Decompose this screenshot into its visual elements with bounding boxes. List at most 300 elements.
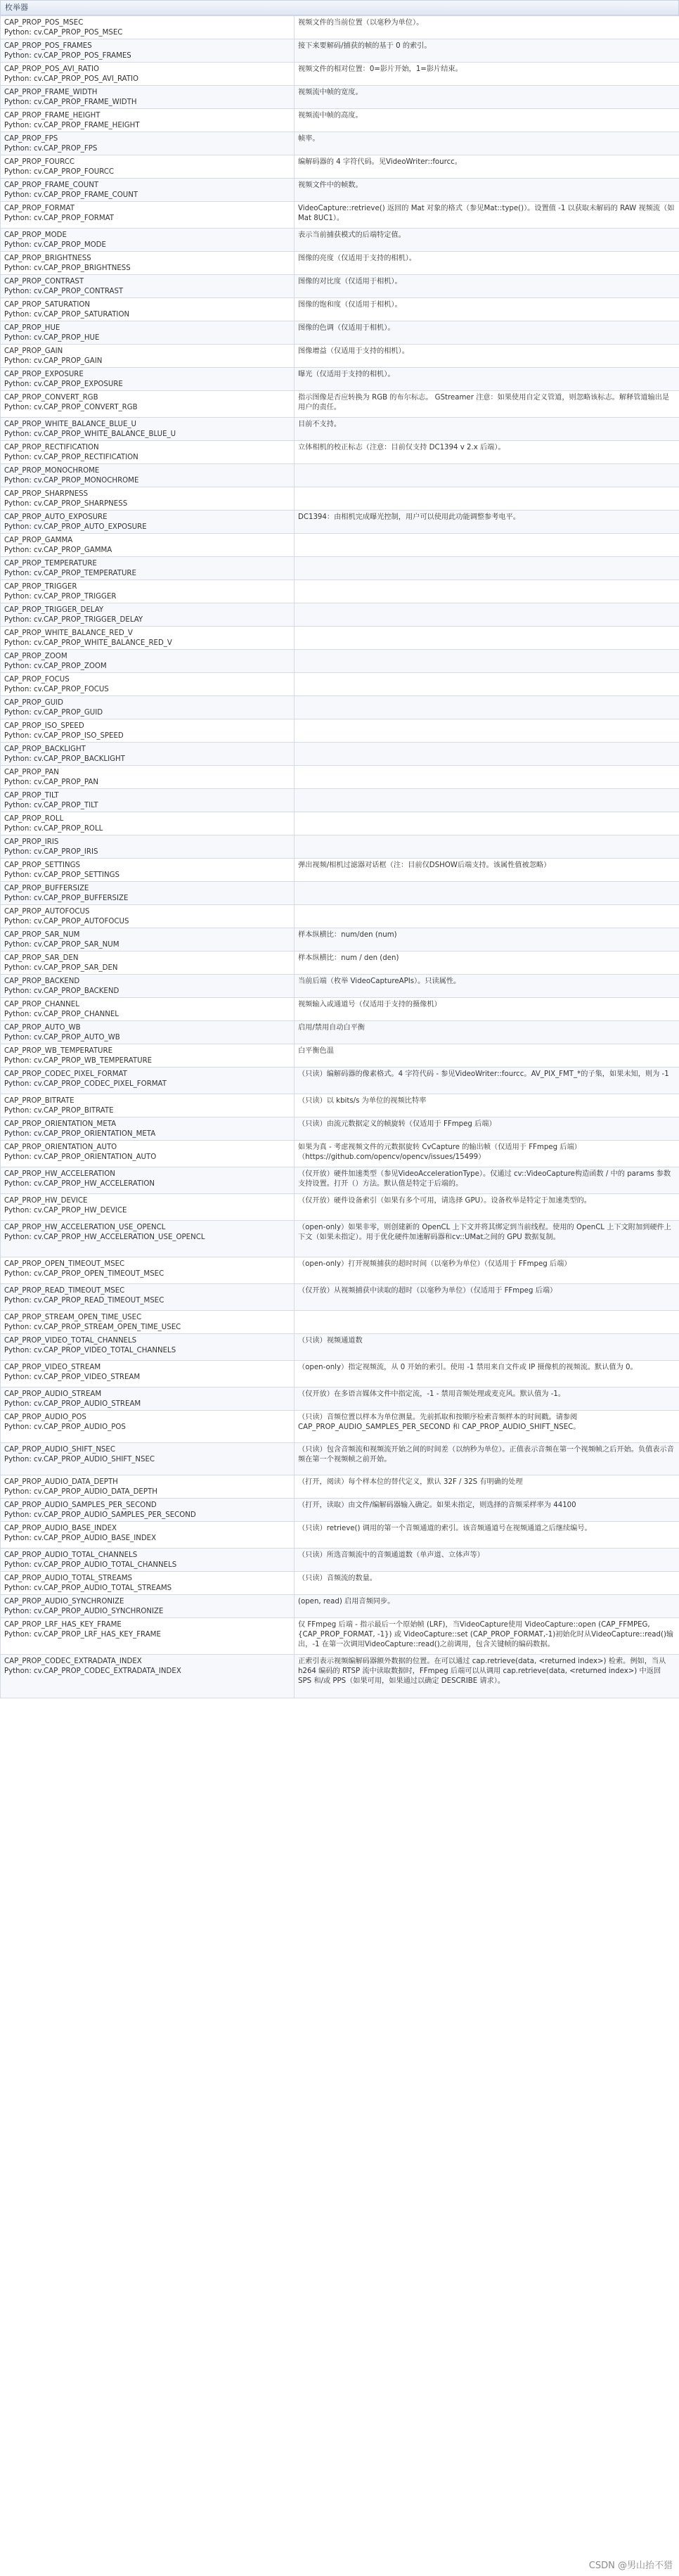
- cpp-constant: CAP_PROP_POS_AVI_RATIO: [4, 65, 99, 73]
- property-name-cell: [1, 859, 295, 882]
- property-name-cell: [1, 1044, 295, 1068]
- cpp-constant: CAP_PROP_AUTO_EXPOSURE: [4, 513, 108, 521]
- property-description: （打开，阅读）每个样本位的替代定义，默认 32F / 32S 有明确的处理: [295, 1475, 679, 1499]
- property-name-cell: [1, 511, 295, 534]
- table-row: [1, 1499, 679, 1522]
- property-name-cell: [1, 132, 295, 155]
- table-row: [1, 719, 679, 743]
- python-constant: Python: cv.CAP_PROP_EXPOSURE: [4, 380, 123, 388]
- python-constant: Python: cv.CAP_PROP_AUDIO_STREAM: [4, 1400, 141, 1408]
- property-description: 样本纵横比：num/den (num): [295, 928, 679, 951]
- table-row: [1, 1572, 679, 1595]
- table-row: [1, 1618, 679, 1655]
- python-constant: Python: cv.CAP_PROP_WB_TEMPERATURE: [4, 1057, 153, 1065]
- property-name-cell: [1, 1475, 295, 1499]
- python-constant: Python: cv.CAP_PROP_CONVERT_RGB: [4, 404, 138, 411]
- table-row: [1, 603, 679, 627]
- property-description: 视频文件的当前位置（以毫秒为单位）。: [295, 16, 679, 39]
- property-description: （只读）retrieve() 调用的第一个音频通道的索引。该音频通道号在视频通道之后继续编号。: [295, 1522, 679, 1549]
- property-description: 接下来要解码/捕获的帧的基于 0 的索引。: [295, 39, 679, 63]
- cpp-constant: CAP_PROP_ORIENTATION_META: [4, 1120, 117, 1128]
- table-row: [1, 275, 679, 298]
- cpp-constant: CAP_PROP_AUTO_WB: [4, 1024, 81, 1032]
- python-constant: Python: cv.CAP_PROP_SHARPNESS: [4, 500, 128, 508]
- cpp-constant: CAP_PROP_BRIGHTNESS: [4, 255, 91, 262]
- table-row: [1, 673, 679, 696]
- table-row: [1, 86, 679, 109]
- property-name-cell: [1, 1361, 295, 1388]
- property-name-cell: [1, 63, 295, 86]
- python-constant: Python: cv.CAP_PROP_VIDEO_STREAM: [4, 1373, 141, 1381]
- python-constant: Python: cv.CAP_PROP_GAMMA: [4, 546, 112, 554]
- table-row: [1, 441, 679, 464]
- property-name-cell: [1, 1094, 295, 1117]
- python-constant: Python: cv.CAP_PROP_AUDIO_BASE_INDEX: [4, 1534, 157, 1542]
- property-description: [295, 835, 679, 859]
- property-name-cell: [1, 928, 295, 951]
- video-capture-properties-table: [0, 15, 679, 1698]
- python-constant: Python: cv.CAP_PROP_CODEC_PIXEL_FORMAT: [4, 1080, 167, 1088]
- table-row: [1, 975, 679, 998]
- property-description: 图像的饱和度（仅适用于相机）。: [295, 298, 679, 321]
- property-name-cell: [1, 39, 295, 63]
- table-row: [1, 743, 679, 766]
- property-name-cell: [1, 1021, 295, 1044]
- property-name-cell: [1, 905, 295, 928]
- property-description: 表示当前捕获模式的后端特定值。: [295, 229, 679, 252]
- table-row: [1, 905, 679, 928]
- cpp-constant: CAP_PROP_GUID: [4, 699, 63, 707]
- table-row: [1, 63, 679, 86]
- property-description: 编解码器的 4 字符代码。见VideoWriter::fourcc。: [295, 155, 679, 179]
- cpp-constant: CAP_PROP_AUDIO_STREAM: [4, 1390, 102, 1398]
- python-constant: Python: cv.CAP_PROP_LRF_HAS_KEY_FRAME: [4, 1631, 161, 1639]
- property-name-cell: [1, 1618, 295, 1655]
- property-description: 视频流中帧的高度。: [295, 109, 679, 132]
- property-description: （打开，读取）由文件/编解码器输入确定。如果未指定，则选择的音频采样率为 44100: [295, 1499, 679, 1522]
- cpp-constant: CAP_PROP_FORMAT: [4, 205, 75, 212]
- python-constant: Python: cv.CAP_PROP_WHITE_BALANCE_BLUE_U: [4, 430, 176, 438]
- python-constant: Python: cv.CAP_PROP_BACKEND: [4, 987, 119, 995]
- cpp-constant: CAP_PROP_HUE: [4, 324, 60, 332]
- python-constant: Python: cv.CAP_PROP_BACKLIGHT: [4, 755, 125, 763]
- property-name-cell: [1, 1167, 295, 1194]
- table-row: [1, 298, 679, 321]
- python-constant: Python: cv.CAP_PROP_POS_MSEC: [4, 29, 123, 37]
- python-constant: Python: cv.CAP_PROP_HW_ACCELERATION: [4, 1180, 155, 1188]
- python-constant: Python: cv.CAP_PROP_STREAM_OPEN_TIME_USEC: [4, 1324, 181, 1331]
- python-constant: Python: cv.CAP_PROP_AUTO_EXPOSURE: [4, 523, 147, 531]
- property-description: [295, 766, 679, 789]
- table-row: [1, 1411, 679, 1443]
- property-name-cell: [1, 1655, 295, 1698]
- property-description: 图像的对比度（仅适用于相机）。: [295, 275, 679, 298]
- property-description: 目前不支持。: [295, 418, 679, 441]
- property-description: （仅开放）在多语言媒体文件中指定流，-1 - 禁用音频处理或麦克风。默认值为 -1。: [295, 1388, 679, 1411]
- table-row: [1, 321, 679, 345]
- property-description: 图像的亮度（仅适用于支持的相机）。: [295, 252, 679, 275]
- property-name-cell: [1, 345, 295, 368]
- python-constant: Python: cv.CAP_PROP_VIDEO_TOTAL_CHANNELS: [4, 1347, 176, 1354]
- table-row: [1, 627, 679, 650]
- property-name-cell: [1, 1257, 295, 1284]
- property-description: 如果为真 - 考虑视频文件的元数据旋转 CvCapture 的输出帧（仅适用于 FFmpeg 后端）（https://github.com/opencv/opencv/issues/15499）: [295, 1141, 679, 1167]
- cpp-constant: CAP_PROP_IRIS: [4, 838, 59, 846]
- cpp-constant: CAP_PROP_AUDIO_POS: [4, 1414, 86, 1421]
- table-row: [1, 1311, 679, 1334]
- cpp-constant: CAP_PROP_VIDEO_STREAM: [4, 1364, 101, 1371]
- table-row: [1, 1141, 679, 1167]
- python-constant: Python: cv.CAP_PROP_AUTO_WB: [4, 1034, 120, 1042]
- property-description: [295, 487, 679, 511]
- property-description: [295, 534, 679, 557]
- python-constant: Python: cv.CAP_PROP_GUID: [4, 709, 103, 717]
- table-row: [1, 252, 679, 275]
- cpp-constant: CAP_PROP_GAMMA: [4, 537, 73, 544]
- table-row: [1, 1068, 679, 1094]
- python-constant: Python: cv.CAP_PROP_SAR_DEN: [4, 964, 118, 972]
- table-row: [1, 1167, 679, 1194]
- python-constant: Python: cv.CAP_PROP_FOCUS: [4, 686, 109, 693]
- property-description: （只读）音频流的数量。: [295, 1572, 679, 1595]
- property-name-cell: [1, 179, 295, 202]
- python-constant: Python: cv.CAP_PROP_CHANNEL: [4, 1011, 119, 1018]
- cpp-constant: CAP_PROP_TEMPERATURE: [4, 560, 97, 568]
- cpp-constant: CAP_PROP_CODEC_EXTRADATA_INDEX: [4, 1658, 142, 1665]
- property-name-cell: [1, 321, 295, 345]
- cpp-constant: CAP_PROP_SAR_DEN: [4, 954, 79, 962]
- property-name-cell: [1, 743, 295, 766]
- python-constant: Python: cv.CAP_PROP_TRIGGER_DELAY: [4, 616, 143, 624]
- python-constant: Python: cv.CAP_PROP_AUDIO_SYNCHRONIZE: [4, 1608, 164, 1615]
- property-name-cell: [1, 1334, 295, 1361]
- property-description: [295, 882, 679, 905]
- cpp-constant: CAP_PROP_TILT: [4, 792, 59, 800]
- property-name-cell: [1, 580, 295, 603]
- property-description: （只读）由流元数据定义的帧旋转（仅适用于 FFmpeg 后端）: [295, 1117, 679, 1141]
- python-constant: Python: cv.CAP_PROP_TEMPERATURE: [4, 570, 136, 577]
- property-description: 指示图像是否应转换为 RGB 的布尔标志。 GStreamer 注意：如果使用自定义管道，则忽略该标志。解释管道输出是用户的责任。: [295, 391, 679, 418]
- cpp-constant: CAP_PROP_AUDIO_TOTAL_STREAMS: [4, 1575, 133, 1582]
- property-name-cell: [1, 202, 295, 229]
- cpp-constant: CAP_PROP_HW_ACCELERATION_USE_OPENCL: [4, 1224, 166, 1231]
- property-description: （只读）所选音频流中的音频通道数（单声道、立体声等）: [295, 1549, 679, 1572]
- python-constant: Python: cv.CAP_PROP_ISO_SPEED: [4, 732, 124, 740]
- table-row: [1, 812, 679, 835]
- property-name-cell: [1, 766, 295, 789]
- property-description: （只读）编解码器的像素格式。4 字符代码 - 参见VideoWriter::fourcc。AV_PIX_FMT_*的子集，如果未知，则为 -1: [295, 1068, 679, 1094]
- table-row: [1, 1522, 679, 1549]
- table-row: [1, 132, 679, 155]
- table-row: [1, 1094, 679, 1117]
- table-row: [1, 696, 679, 719]
- property-name-cell: [1, 418, 295, 441]
- table-row: [1, 766, 679, 789]
- table-row: [1, 391, 679, 418]
- cpp-constant: CAP_PROP_EXPOSURE: [4, 371, 84, 378]
- property-name-cell: [1, 650, 295, 673]
- python-constant: Python: cv.CAP_PROP_PAN: [4, 778, 98, 786]
- cpp-constant: CAP_PROP_TRIGGER_DELAY: [4, 606, 104, 614]
- python-constant: Python: cv.CAP_PROP_SAR_NUM: [4, 941, 119, 949]
- property-name-cell: [1, 1388, 295, 1411]
- property-name-cell: [1, 1499, 295, 1522]
- cpp-constant: CAP_PROP_PAN: [4, 769, 59, 776]
- property-description: 图像增益（仅适用于支持的相机）。: [295, 345, 679, 368]
- property-description: （open-only）如果非零，则创建新的 OpenCL 上下文并将其绑定到当前线程。使用的 OpenCL 上下文附加到硬件上下文（如果未指定）。用于优化硬件加速解码器和cv::UMat之间的 GPU 数据复制。: [295, 1221, 679, 1257]
- property-name-cell: [1, 882, 295, 905]
- property-name-cell: [1, 1194, 295, 1221]
- cpp-constant: CAP_PROP_SAR_NUM: [4, 931, 80, 939]
- cpp-constant: CAP_PROP_AUDIO_SHIFT_NSEC: [4, 1446, 115, 1454]
- cpp-constant: CAP_PROP_SHARPNESS: [4, 490, 89, 498]
- python-constant: Python: cv.CAP_PROP_AUTOFOCUS: [4, 918, 129, 925]
- property-description: 当前后端（枚举 VideoCaptureAPIs）。只读属性。: [295, 975, 679, 998]
- table-row: [1, 928, 679, 951]
- table-row: [1, 951, 679, 975]
- property-name-cell: [1, 1443, 295, 1475]
- property-name-cell: [1, 1411, 295, 1443]
- python-constant: Python: cv.CAP_PROP_FRAME_COUNT: [4, 191, 138, 199]
- property-description: 帧率。: [295, 132, 679, 155]
- cpp-constant: CAP_PROP_FPS: [4, 135, 58, 143]
- table-row: [1, 368, 679, 391]
- property-name-cell: [1, 975, 295, 998]
- property-description: [295, 743, 679, 766]
- table-row: [1, 1443, 679, 1475]
- cpp-constant: CAP_PROP_LRF_HAS_KEY_FRAME: [4, 1621, 122, 1629]
- cpp-constant: CAP_PROP_TRIGGER: [4, 583, 77, 591]
- property-description: （open-only）指定视频流，从 0 开始的索引。使用 -1 禁用来自文件或 IP 摄像机的视频流。默认值为 0。: [295, 1361, 679, 1388]
- property-description: 视频输入或通道号（仅适用于支持的摄像机）: [295, 998, 679, 1021]
- python-constant: Python: cv.CAP_PROP_AUDIO_SAMPLES_PER_SECOND: [4, 1511, 196, 1519]
- property-name-cell: [1, 951, 295, 975]
- cpp-constant: CAP_PROP_CODEC_PIXEL_FORMAT: [4, 1070, 127, 1078]
- cpp-constant: CAP_PROP_HW_ACCELERATION: [4, 1170, 115, 1178]
- cpp-constant: CAP_PROP_ROLL: [4, 815, 64, 823]
- python-constant: Python: cv.CAP_PROP_TILT: [4, 802, 98, 809]
- property-name-cell: [1, 487, 295, 511]
- property-description: （只读）音频位置以样本为单位测量。先前抓取和按顺序检索音频样本的时间戳。请参阅 CAP_PROP_AUDIO_SAMPLES_PER_SECOND 和 CAP_PROP_AUDIO_SHIFT_NSEC。: [295, 1411, 679, 1443]
- property-name-cell: [1, 835, 295, 859]
- table-row: [1, 1194, 679, 1221]
- property-description: [295, 650, 679, 673]
- table-row: [1, 859, 679, 882]
- table-row: [1, 202, 679, 229]
- property-name-cell: [1, 673, 295, 696]
- property-name-cell: [1, 603, 295, 627]
- property-description: （open-only）打开视频捕获的超时时间（以毫秒为单位）（仅适用于 FFmpeg 后端）: [295, 1257, 679, 1284]
- table-row: [1, 229, 679, 252]
- property-name-cell: [1, 812, 295, 835]
- property-name-cell: [1, 16, 295, 39]
- property-description: [295, 557, 679, 580]
- table-row: [1, 155, 679, 179]
- property-name-cell: [1, 696, 295, 719]
- property-name-cell: [1, 464, 295, 487]
- python-constant: Python: cv.CAP_PROP_TRIGGER: [4, 593, 117, 601]
- property-name-cell: [1, 391, 295, 418]
- property-description: 启用/禁用自动白平衡: [295, 1021, 679, 1044]
- python-constant: Python: cv.CAP_PROP_ZOOM: [4, 662, 107, 670]
- cpp-constant: CAP_PROP_WHITE_BALANCE_BLUE_U: [4, 421, 136, 428]
- cpp-constant: CAP_PROP_ORIENTATION_AUTO: [4, 1143, 117, 1151]
- property-description: [295, 789, 679, 812]
- python-constant: Python: cv.CAP_PROP_CONTRAST: [4, 288, 124, 295]
- property-description: (open, read) 启用音频同步。: [295, 1595, 679, 1618]
- table-row: [1, 789, 679, 812]
- cpp-constant: CAP_PROP_BUFFERSIZE: [4, 885, 89, 892]
- property-description: [295, 696, 679, 719]
- table-row: [1, 1655, 679, 1698]
- property-name-cell: [1, 229, 295, 252]
- cpp-constant: CAP_PROP_FOCUS: [4, 676, 70, 684]
- table-row: [1, 1595, 679, 1618]
- cpp-constant: CAP_PROP_BACKLIGHT: [4, 745, 86, 753]
- property-name-cell: [1, 1221, 295, 1257]
- property-description: 立体相机的校正标志（注意：目前仅支持 DC1394 v 2.x 后端）。: [295, 441, 679, 464]
- table-row: [1, 1388, 679, 1411]
- property-name-cell: [1, 1311, 295, 1334]
- property-description: [295, 905, 679, 928]
- property-description: [295, 464, 679, 487]
- python-constant: Python: cv.CAP_PROP_MONOCHROME: [4, 477, 139, 485]
- cpp-constant: CAP_PROP_AUDIO_BASE_INDEX: [4, 1525, 117, 1532]
- cpp-constant: CAP_PROP_SATURATION: [4, 301, 91, 309]
- property-name-cell: [1, 719, 295, 743]
- cpp-constant: CAP_PROP_AUDIO_SAMPLES_PER_SECOND: [4, 1501, 157, 1509]
- property-description: 曝光（仅适用于支持的相机）。: [295, 368, 679, 391]
- python-constant: Python: cv.CAP_PROP_AUDIO_SHIFT_NSEC: [4, 1456, 155, 1463]
- cpp-constant: CAP_PROP_BACKEND: [4, 978, 80, 985]
- python-constant: Python: cv.CAP_PROP_RECTIFICATION: [4, 454, 138, 461]
- python-constant: Python: cv.CAP_PROP_FORMAT: [4, 214, 115, 222]
- property-description: （仅开放）硬件加速类型（参见VideoAccelerationType）。仅通过 cv::VideoCapture构造函数 / 中的 params 参数支持设置。打开（）方法。默认值是特定于后端的。: [295, 1167, 679, 1194]
- property-name-cell: [1, 109, 295, 132]
- table-row: [1, 179, 679, 202]
- property-description: （只读）视频通道数: [295, 1334, 679, 1361]
- table-row: [1, 1334, 679, 1361]
- property-description: 弹出视频/相机过滤器对话框（注：目前仅DSHOW后端支持。该属性值被忽略）: [295, 859, 679, 882]
- property-description: [295, 1311, 679, 1334]
- python-constant: Python: cv.CAP_PROP_HW_DEVICE: [4, 1207, 127, 1215]
- property-name-cell: [1, 1068, 295, 1094]
- property-name-cell: [1, 252, 295, 275]
- property-description: 图像的色调（仅适用于相机）。: [295, 321, 679, 345]
- table-row: [1, 1549, 679, 1572]
- property-description: （仅开放）从视频捕获中读取的超时（以毫秒为单位）（仅适用于 FFmpeg 后端）: [295, 1284, 679, 1311]
- enumerator-header: 枚举器: [0, 0, 679, 15]
- property-description: （只读）包含音频流和视频流开始之间的时间差（以纳秒为单位）。正值表示音频在第一个视频帧之后开始。负值表示音频在第一个视频帧之前开始。: [295, 1443, 679, 1475]
- python-constant: Python: cv.CAP_PROP_IRIS: [4, 848, 98, 856]
- property-description: 视频流中帧的宽度。: [295, 86, 679, 109]
- cpp-constant: CAP_PROP_READ_TIMEOUT_MSEC: [4, 1287, 125, 1295]
- python-constant: Python: cv.CAP_PROP_OPEN_TIMEOUT_MSEC: [4, 1270, 164, 1278]
- table-row: [1, 998, 679, 1021]
- property-name-cell: [1, 789, 295, 812]
- cpp-constant: CAP_PROP_CONVERT_RGB: [4, 394, 98, 402]
- python-constant: Python: cv.CAP_PROP_READ_TIMEOUT_MSEC: [4, 1297, 164, 1305]
- table-row: [1, 1257, 679, 1284]
- python-constant: Python: cv.CAP_PROP_SETTINGS: [4, 871, 120, 879]
- python-constant: Python: cv.CAP_PROP_AUDIO_POS: [4, 1423, 126, 1431]
- property-description: [295, 580, 679, 603]
- table-row: [1, 511, 679, 534]
- cpp-constant: CAP_PROP_HW_DEVICE: [4, 1197, 88, 1205]
- python-constant: Python: cv.CAP_PROP_AUDIO_DATA_DEPTH: [4, 1488, 157, 1496]
- table-row: [1, 835, 679, 859]
- property-name-cell: [1, 441, 295, 464]
- python-constant: Python: cv.CAP_PROP_POS_FRAMES: [4, 52, 131, 60]
- table-row: [1, 1044, 679, 1068]
- cpp-constant: CAP_PROP_BITRATE: [4, 1097, 75, 1105]
- property-description: 正索引表示视频编解码器额外数据的位置。在可以通过 cap.retrieve(data, <returned index>) 检索。例如，当从 h264 编码的 RTSP 流中读取数据时，FFmpeg 后端可以从调用 cap.retrieve(data, <returned index>) 中返回 SPS 和/或 PPS（如果可用，如果通过以确定 DESCRIBE 请求）。: [295, 1655, 679, 1698]
- python-constant: Python: cv.CAP_PROP_HW_ACCELERATION_USE_OPENCL: [4, 1233, 205, 1241]
- cpp-constant: CAP_PROP_FRAME_HEIGHT: [4, 112, 101, 120]
- property-name-cell: [1, 627, 295, 650]
- cpp-constant: CAP_PROP_AUDIO_TOTAL_CHANNELS: [4, 1551, 138, 1559]
- python-constant: Python: cv.CAP_PROP_BUFFERSIZE: [4, 895, 129, 902]
- property-name-cell: [1, 1572, 295, 1595]
- properties-table-body: [1, 16, 679, 1698]
- python-constant: Python: cv.CAP_PROP_SATURATION: [4, 311, 130, 319]
- cpp-constant: CAP_PROP_AUDIO_SYNCHRONIZE: [4, 1598, 124, 1606]
- property-description: [295, 673, 679, 696]
- table-row: [1, 650, 679, 673]
- property-description: （只读）以 kbits/s 为单位的视频比特率: [295, 1094, 679, 1117]
- cpp-constant: CAP_PROP_POS_MSEC: [4, 19, 84, 27]
- property-description: 视频文件中的帧数。: [295, 179, 679, 202]
- table-row: [1, 882, 679, 905]
- cpp-constant: CAP_PROP_ZOOM: [4, 653, 67, 660]
- cpp-constant: CAP_PROP_OPEN_TIMEOUT_MSEC: [4, 1260, 125, 1268]
- property-name-cell: [1, 1595, 295, 1618]
- property-name-cell: [1, 534, 295, 557]
- cpp-constant: CAP_PROP_WHITE_BALANCE_RED_V: [4, 629, 133, 637]
- table-row: [1, 418, 679, 441]
- table-row: [1, 16, 679, 39]
- table-row: [1, 487, 679, 511]
- cpp-constant: CAP_PROP_CHANNEL: [4, 1001, 79, 1008]
- table-row: [1, 580, 679, 603]
- property-name-cell: [1, 155, 295, 179]
- python-constant: Python: cv.CAP_PROP_ROLL: [4, 825, 103, 833]
- python-constant: Python: cv.CAP_PROP_MODE: [4, 241, 106, 249]
- cpp-constant: CAP_PROP_MODE: [4, 231, 67, 239]
- property-description: 白平衡色温: [295, 1044, 679, 1068]
- cpp-constant: CAP_PROP_POS_FRAMES: [4, 42, 92, 50]
- property-description: 仅 FFmpeg 后端 - 指示最后一个原始帧 (LRF)，当VideoCapture使用 VideoCapture::open (CAP_FFMPEG, {CAP_PROP_FORMAT, -1}) 或 VideoCapture::set (CAP_PROP_FORMAT,-1)初始化时从VideoCapture::read()输出，-1 在第一次调用VideoCapture::read()之前调用，包含关键帧的编码数据。: [295, 1618, 679, 1655]
- table-row: [1, 1475, 679, 1499]
- table-row: [1, 1021, 679, 1044]
- cpp-constant: CAP_PROP_VIDEO_TOTAL_CHANNELS: [4, 1337, 137, 1345]
- property-description: DC1394：由相机完成曝光控制，用户可以使用此功能调整参考电平。: [295, 511, 679, 534]
- property-description: 视频文件的相对位置：0=影片开始，1=影片结束。: [295, 63, 679, 86]
- table-row: [1, 1284, 679, 1311]
- python-constant: Python: cv.CAP_PROP_BRIGHTNESS: [4, 264, 131, 272]
- cpp-constant: CAP_PROP_AUTOFOCUS: [4, 908, 90, 916]
- table-row: [1, 534, 679, 557]
- cpp-constant: CAP_PROP_CONTRAST: [4, 278, 84, 286]
- python-constant: Python: cv.CAP_PROP_AUDIO_TOTAL_STREAMS: [4, 1584, 172, 1592]
- property-description: VideoCapture::retrieve() 返回的 Mat 对象的格式（参见Mat::type()）。设置值 -1 以获取未解码的 RAW 视频流（如Mat 8UC1）。: [295, 202, 679, 229]
- property-name-cell: [1, 1117, 295, 1141]
- cpp-constant: CAP_PROP_FOURCC: [4, 158, 75, 166]
- python-constant: Python: cv.CAP_PROP_GAIN: [4, 357, 103, 365]
- python-constant: Python: cv.CAP_PROP_HUE: [4, 334, 100, 342]
- property-description: [295, 812, 679, 835]
- property-name-cell: [1, 1522, 295, 1549]
